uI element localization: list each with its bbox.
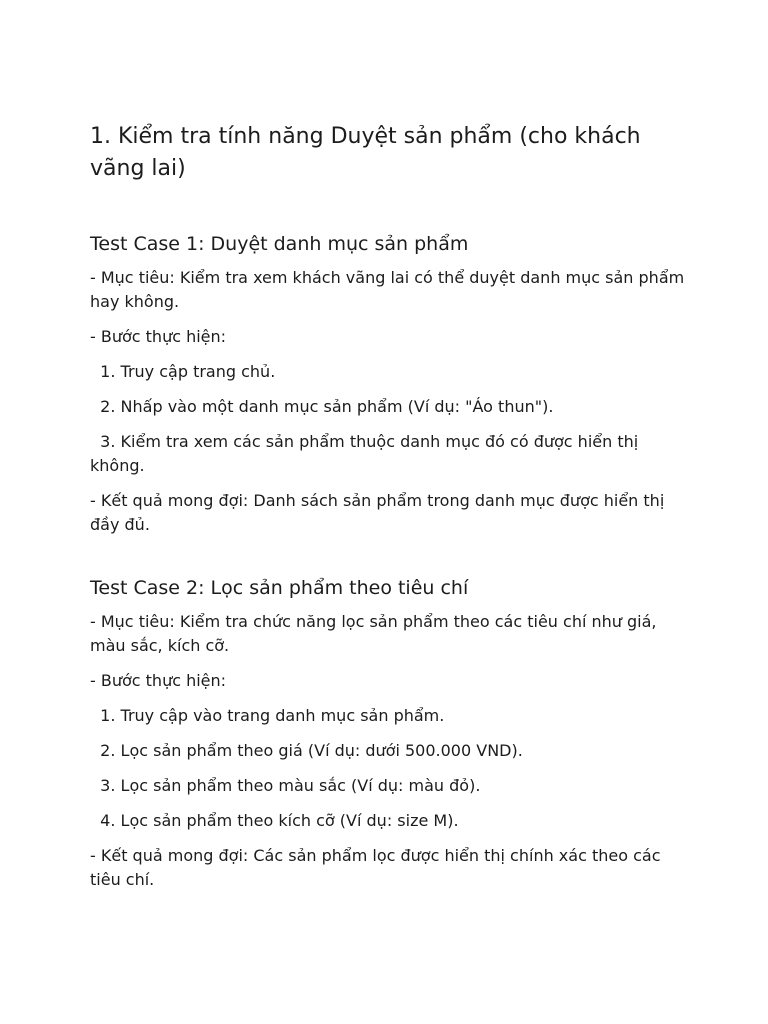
step-text: Lọc sản phẩm theo giá (Ví dụ: dưới 500.000 VND).: [120, 741, 523, 760]
step-item: [90, 704, 688, 728]
step-item: [90, 774, 688, 798]
expected-result-text: - Kết quả mong đợi: Danh sách sản phẩm trong danh mục được hiển thị đầy đủ.: [90, 491, 665, 534]
document-title: 1. Kiểm tra tính năng Duyệt sản phẩm (cho khách vãng lai): [90, 124, 641, 181]
step-text: Lọc sản phẩm theo kích cỡ (Ví dụ: size M).: [120, 811, 459, 830]
test-case-2: [90, 575, 688, 892]
step-text: Lọc sản phẩm theo màu sắc (Ví dụ: màu đỏ).: [120, 776, 481, 795]
step-number: 4.: [90, 811, 121, 830]
step-number: 1.: [90, 362, 121, 381]
step-number: 3.: [90, 432, 121, 451]
step-number: 1.: [90, 706, 121, 725]
steps-label: - Bước thực hiện:: [90, 327, 227, 346]
expected-result-text: - Kết quả mong đợi: Các sản phẩm lọc được hiển thị chính xác theo các tiêu chí.: [90, 846, 661, 889]
step-item: [90, 739, 688, 763]
step-item: [90, 395, 688, 419]
step-text: Truy cập trang chủ.: [120, 362, 276, 381]
step-item: [90, 360, 688, 384]
step-item: [90, 809, 688, 833]
objective-text: - Mục tiêu: Kiểm tra chức năng lọc sản phẩm theo các tiêu chí như giá, màu sắc, kích cỡ.: [90, 612, 657, 655]
step-text: Nhấp vào một danh mục sản phẩm (Ví dụ: "Áo thun").: [120, 397, 554, 416]
test-case-1: [90, 231, 688, 537]
step-number: 2.: [90, 397, 121, 416]
test-case-title: Test Case 1: Duyệt danh mục sản phẩm: [90, 233, 469, 255]
objective-text: - Mục tiêu: Kiểm tra xem khách vãng lai có thể duyệt danh mục sản phẩm hay không.: [90, 268, 685, 311]
step-text: Kiểm tra xem các sản phẩm thuộc danh mục đó có được hiển thị không.: [90, 432, 639, 475]
steps-label: - Bước thực hiện:: [90, 671, 227, 690]
step-item: [90, 430, 688, 478]
test-case-title: Test Case 2: Lọc sản phẩm theo tiêu chí: [90, 577, 469, 599]
step-number: 2.: [90, 741, 121, 760]
step-number: 3.: [90, 776, 121, 795]
step-text: Truy cập vào trang danh mục sản phẩm.: [120, 706, 445, 725]
